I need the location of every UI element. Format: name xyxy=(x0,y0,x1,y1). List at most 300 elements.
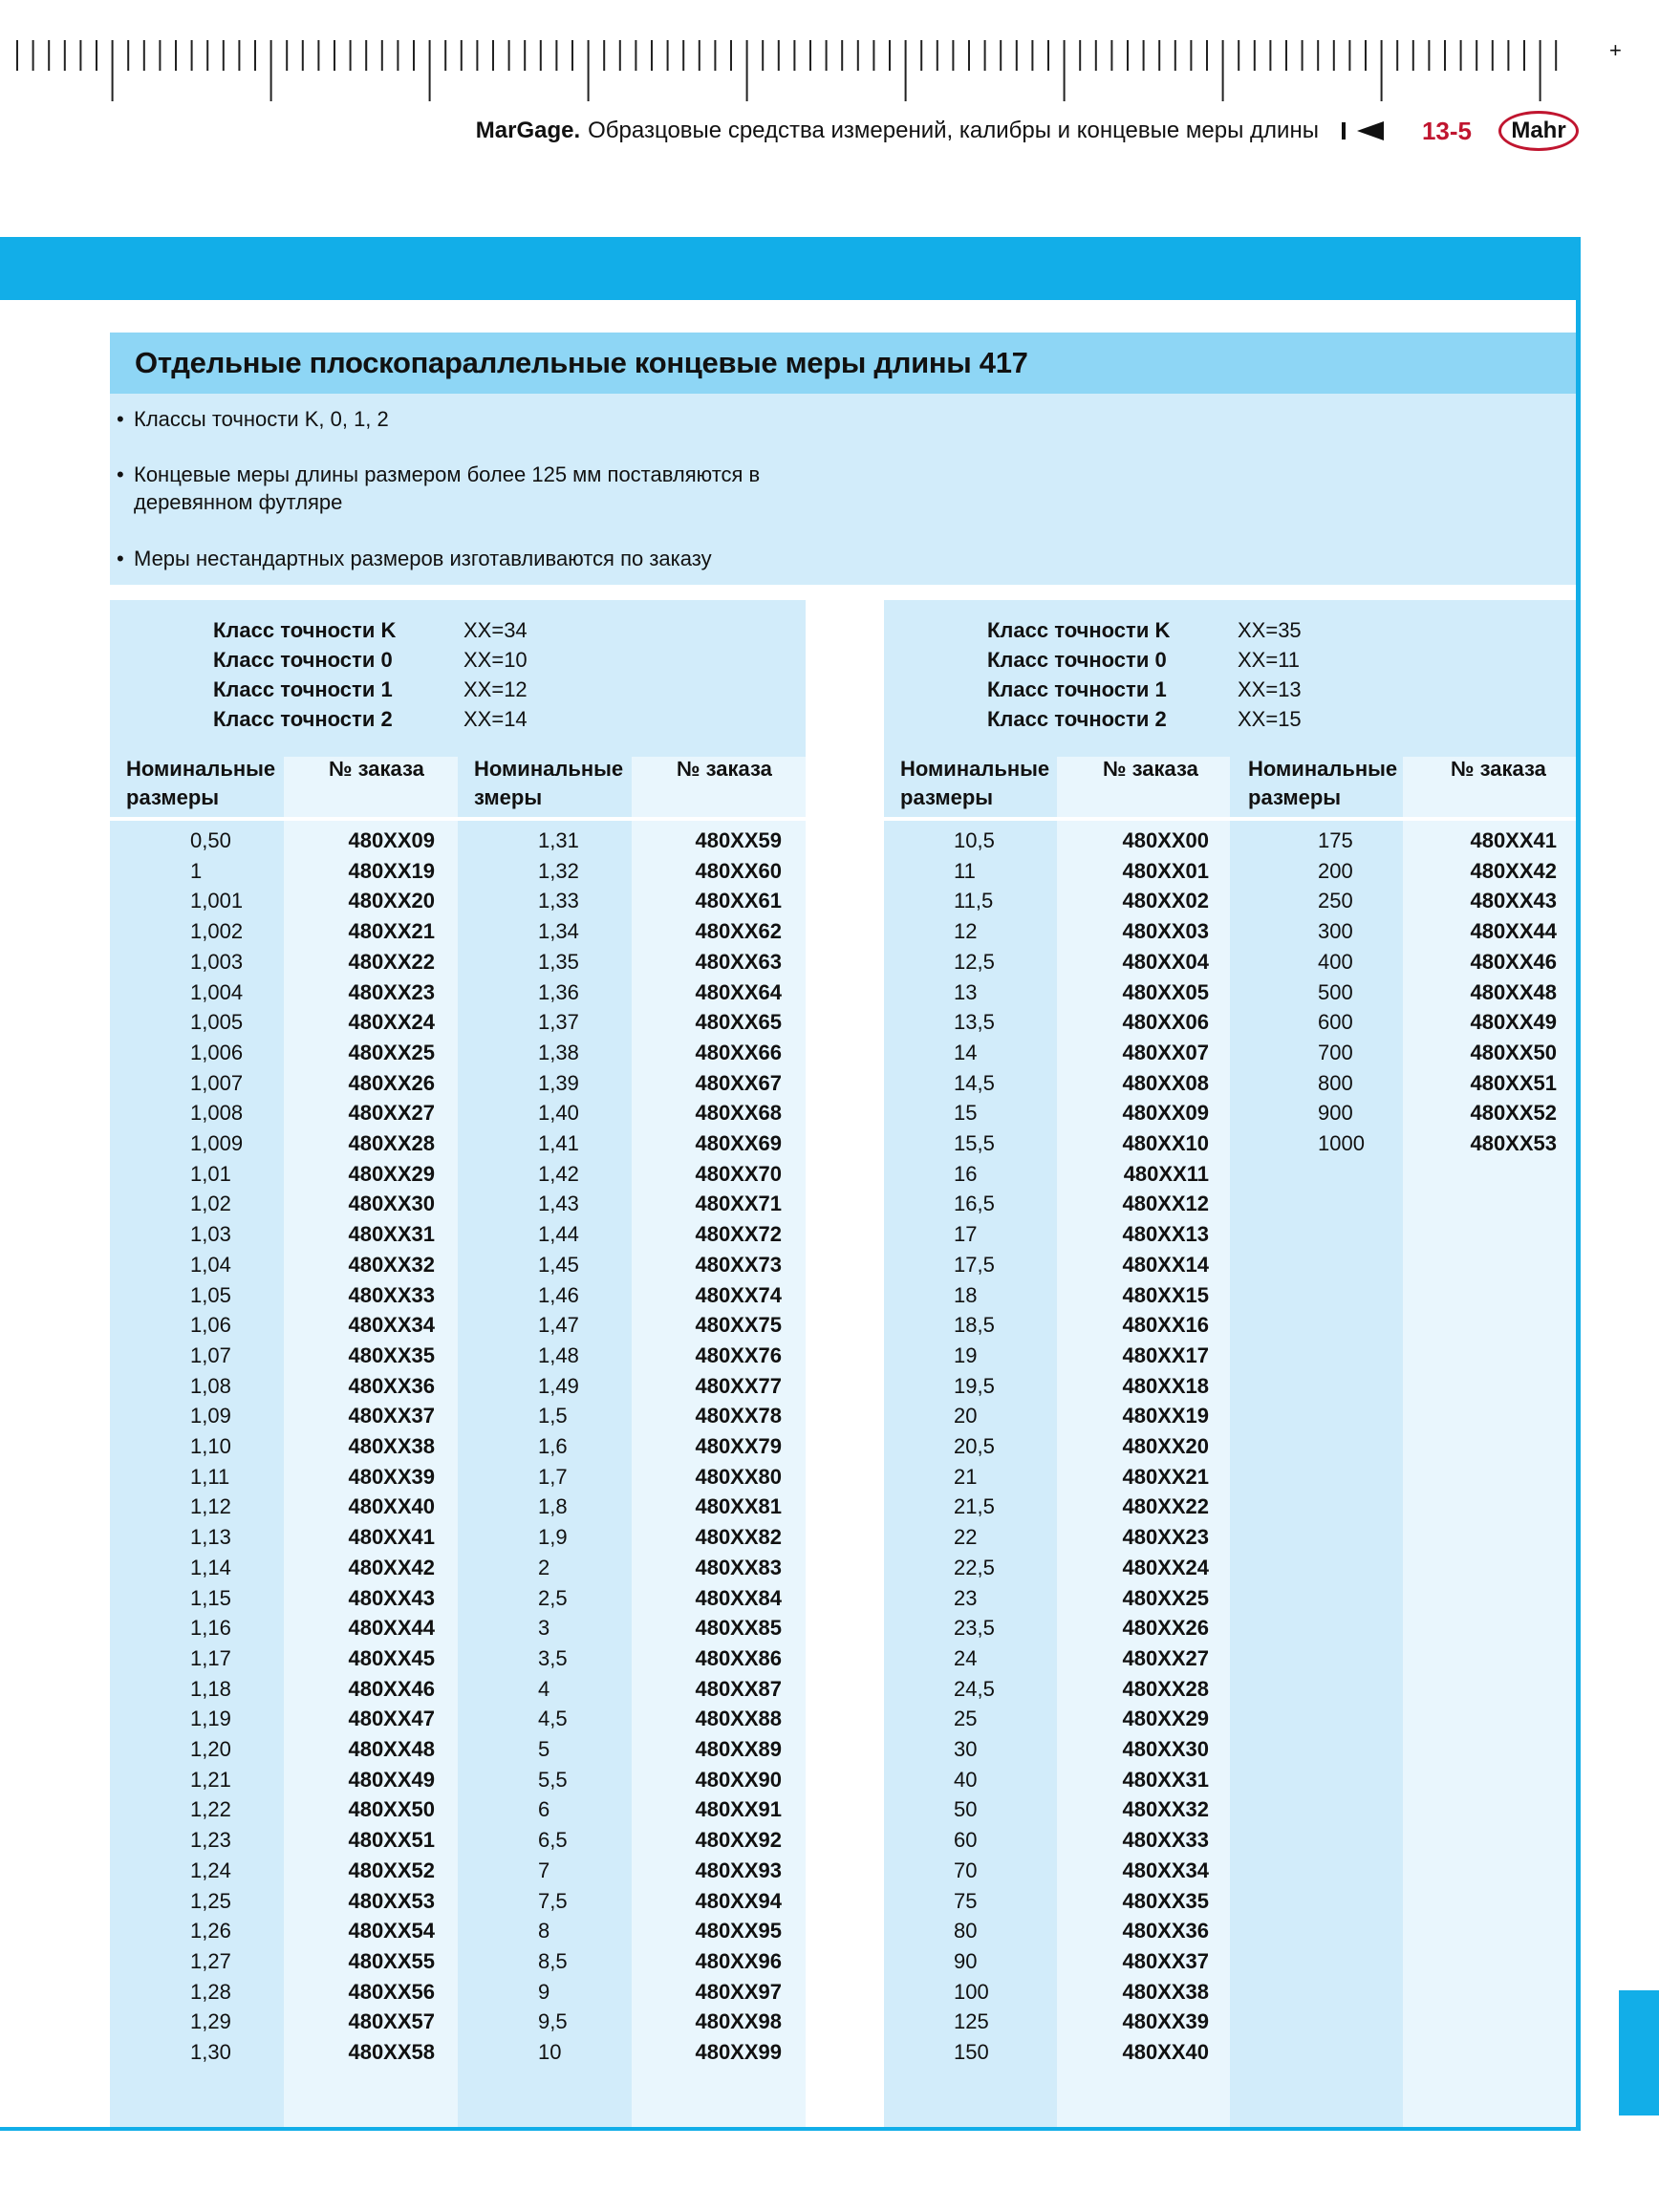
nominal-size: 40 xyxy=(954,1767,978,1792)
class-label: Класс точности 1 xyxy=(987,677,1167,701)
nominal-size: 1,18 xyxy=(190,1676,231,1701)
frame-border-bottom xyxy=(0,2127,1581,2131)
nominal-size: 1,42 xyxy=(538,1161,579,1186)
nominal-size: 1,43 xyxy=(538,1192,579,1216)
nominal-size: 80 xyxy=(954,1919,978,1944)
order-number: 480XX47 xyxy=(348,1707,435,1731)
nominal-size: 1,01 xyxy=(190,1161,231,1186)
nominal-size: 1,06 xyxy=(190,1313,231,1338)
header-text: Образцовые средства измерений, калибры и концевые меры длины xyxy=(588,118,1319,143)
order-number: 480XX29 xyxy=(1122,1707,1209,1731)
column-header-size: Номинальные змеры xyxy=(474,757,624,809)
chapter-side-tab xyxy=(1619,1990,1659,2115)
nominal-size: 1,7 xyxy=(538,1464,568,1489)
nominal-size: 1,9 xyxy=(538,1525,568,1550)
nominal-size: 11 xyxy=(954,858,976,883)
class-value: XX=34 xyxy=(463,618,528,642)
order-number: 480XX59 xyxy=(695,828,782,852)
order-number: 480XX21 xyxy=(1122,1464,1209,1489)
nominal-size: 175 xyxy=(1318,828,1353,852)
nominal-size: 1,04 xyxy=(190,1252,231,1277)
order-number: 480XX24 xyxy=(1122,1555,1209,1579)
order-number: 480XX46 xyxy=(1470,949,1557,974)
section-title-bar xyxy=(110,333,1576,394)
mahr-logo xyxy=(1498,111,1579,151)
order-number: 480XX21 xyxy=(348,919,435,944)
nominal-size: 9,5 xyxy=(538,2009,568,2034)
order-number: 480XX49 xyxy=(1470,1010,1557,1035)
nominal-size: 1,19 xyxy=(190,1707,231,1731)
order-number: 480XX43 xyxy=(348,1585,435,1610)
nominal-size: 1,20 xyxy=(190,1737,231,1761)
nominal-size: 1,14 xyxy=(190,1555,231,1579)
nominal-size: 500 xyxy=(1318,979,1353,1004)
nominal-size: 1,004 xyxy=(190,979,244,1004)
nominal-size: 1,13 xyxy=(190,1525,231,1550)
order-number: 480XX12 xyxy=(1122,1192,1209,1216)
brand-name: MarGage. xyxy=(475,118,581,143)
order-number: 480XX44 xyxy=(1470,919,1557,944)
order-number: 480XX06 xyxy=(1122,1010,1209,1035)
order-number: 480XX00 xyxy=(1122,828,1209,852)
nominal-size: 1,23 xyxy=(190,1828,231,1853)
order-number: 480XX58 xyxy=(348,2040,435,2064)
nominal-size: 125 xyxy=(954,2009,989,2034)
nominal-size: 150 xyxy=(954,2040,989,2064)
order-number: 480XX07 xyxy=(1122,1040,1209,1064)
nominal-size: 12,5 xyxy=(954,949,995,974)
ruler-scale xyxy=(0,0,1659,105)
order-number: 480XX50 xyxy=(348,1797,435,1822)
order-number: 480XX39 xyxy=(1122,2009,1209,2034)
order-number: 480XX26 xyxy=(348,1070,435,1095)
order-number: 480XX61 xyxy=(695,889,782,913)
order-number: 480XX45 xyxy=(348,1645,435,1670)
nominal-size: 1,30 xyxy=(190,2040,231,2064)
nominal-size: 23 xyxy=(954,1585,978,1610)
section-title: Отдельные плоскопараллельные концевые меры длины 417 xyxy=(135,346,1028,379)
nominal-size: 1,008 xyxy=(190,1101,244,1126)
order-number: 480XX78 xyxy=(695,1404,782,1428)
order-number: 480XX34 xyxy=(1122,1858,1209,1882)
nominal-size: 20 xyxy=(954,1404,978,1428)
class-value: XX=11 xyxy=(1238,648,1301,672)
nominal-size: 1,21 xyxy=(190,1767,231,1792)
nominal-size: 19,5 xyxy=(954,1373,995,1398)
nominal-size: 14,5 xyxy=(954,1070,995,1095)
nominal-size: 1,02 xyxy=(190,1192,231,1216)
nominal-size: 1,41 xyxy=(538,1131,579,1155)
nominal-size: 24 xyxy=(954,1645,978,1670)
order-number: 480XX76 xyxy=(695,1342,782,1367)
nominal-size: 1,03 xyxy=(190,1222,231,1247)
order-number: 480XX04 xyxy=(1122,949,1209,974)
order-number: 480XX32 xyxy=(1122,1797,1209,1822)
nominal-size: 1,29 xyxy=(190,2009,231,2034)
nominal-size: 1,27 xyxy=(190,1948,231,1973)
nominal-size: 1,8 xyxy=(538,1494,568,1519)
nominal-size: 200 xyxy=(1318,858,1353,883)
order-number: 480XX92 xyxy=(695,1828,782,1853)
nominal-size: 600 xyxy=(1318,1010,1353,1035)
order-number: 480XX93 xyxy=(695,1858,782,1882)
order-number: 480XX18 xyxy=(1122,1373,1209,1398)
nominal-size: 1,48 xyxy=(538,1342,579,1367)
order-number: 480XX20 xyxy=(348,889,435,913)
column-bg xyxy=(1230,757,1403,2127)
order-number: 480XX20 xyxy=(1122,1434,1209,1458)
nominal-size: 3 xyxy=(538,1616,550,1641)
nominal-size: 10,5 xyxy=(954,828,995,852)
order-number: 480XX99 xyxy=(695,2040,782,2064)
nominal-size: 25 xyxy=(954,1707,978,1731)
order-number: 480XX48 xyxy=(1470,979,1557,1004)
nominal-size: 1,006 xyxy=(190,1040,244,1064)
nominal-size: 1,007 xyxy=(190,1070,244,1095)
nominal-size: 1,32 xyxy=(538,858,579,883)
nominal-size: 18,5 xyxy=(954,1313,995,1338)
order-number: 480XX03 xyxy=(1122,919,1209,944)
order-number: 480XX52 xyxy=(1470,1101,1557,1126)
nominal-size: 15 xyxy=(954,1101,978,1126)
nominal-size: 900 xyxy=(1318,1101,1353,1126)
order-number: 480XX41 xyxy=(348,1525,435,1550)
nominal-size: 250 xyxy=(1318,889,1353,913)
nominal-size: 17 xyxy=(954,1222,978,1247)
nominal-size: 8,5 xyxy=(538,1948,568,1973)
order-number: 480XX19 xyxy=(1122,1404,1209,1428)
order-number: 480XX37 xyxy=(348,1404,435,1428)
nominal-size: 1,22 xyxy=(190,1797,231,1822)
order-number: 480XX02 xyxy=(1122,889,1209,913)
order-number: 480XX24 xyxy=(348,1010,435,1035)
order-number: 480XX57 xyxy=(348,2009,435,2034)
nominal-size: 4,5 xyxy=(538,1707,568,1731)
column-header-size: Номинальные размеры xyxy=(1248,757,1398,809)
header-divider xyxy=(884,817,1576,821)
class-label: Класс точности 0 xyxy=(987,648,1167,672)
page-number: 13-5 xyxy=(1421,116,1472,145)
back-arrow-icon[interactable] xyxy=(1342,119,1386,142)
order-number: 480XX41 xyxy=(1470,828,1557,852)
nominal-size: 300 xyxy=(1318,919,1353,944)
order-number: 480XX36 xyxy=(348,1373,435,1398)
column-header-size: Номинальные размеры xyxy=(900,757,1050,809)
order-number: 480XX35 xyxy=(1122,1888,1209,1913)
nominal-size: 1,40 xyxy=(538,1101,579,1126)
class-label: Класс точности K xyxy=(987,618,1171,642)
nominal-size: 70 xyxy=(954,1858,978,1882)
order-number: 480XX23 xyxy=(348,979,435,1004)
nominal-size: 14 xyxy=(954,1040,978,1064)
nominal-size: 1,16 xyxy=(190,1616,231,1641)
order-number: 480XX86 xyxy=(695,1645,782,1670)
nominal-size: 3,5 xyxy=(538,1645,568,1670)
class-label: Класс точности K xyxy=(213,618,397,642)
nominal-size: 22,5 xyxy=(954,1555,995,1579)
class-value: XX=13 xyxy=(1238,677,1302,701)
order-number: 480XX73 xyxy=(695,1252,782,1277)
order-number: 480XX22 xyxy=(1122,1494,1209,1519)
nominal-size: 1,46 xyxy=(538,1282,579,1307)
order-number: 480XX23 xyxy=(1122,1525,1209,1550)
order-number: 480XX96 xyxy=(695,1948,782,1973)
class-label: Класс точности 1 xyxy=(213,677,393,701)
order-number: 480XX11 xyxy=(1123,1161,1209,1186)
order-number: 480XX44 xyxy=(348,1616,435,1641)
order-number: 480XX53 xyxy=(348,1888,435,1913)
order-number: 480XX19 xyxy=(348,858,435,883)
nominal-size: 1,08 xyxy=(190,1373,231,1398)
nominal-size: 15,5 xyxy=(954,1131,995,1155)
nominal-size: 2 xyxy=(538,1555,550,1579)
order-number: 480XX08 xyxy=(1122,1070,1209,1095)
order-number: 480XX51 xyxy=(1470,1070,1557,1095)
order-number: 480XX42 xyxy=(1470,858,1557,883)
order-number: 480XX74 xyxy=(695,1282,782,1307)
column-header-order: № заказа xyxy=(677,757,772,781)
class-value: XX=10 xyxy=(463,648,528,672)
order-number: 480XX13 xyxy=(1122,1222,1209,1247)
nominal-size: 1,005 xyxy=(190,1010,244,1035)
nominal-size: 1,38 xyxy=(538,1040,579,1064)
order-number: 480XX27 xyxy=(1122,1645,1209,1670)
nominal-size: 10 xyxy=(538,2040,562,2064)
nominal-size: 400 xyxy=(1318,949,1353,974)
order-number: 480XX62 xyxy=(695,919,782,944)
order-number: 480XX01 xyxy=(1122,858,1209,883)
order-number: 480XX37 xyxy=(1122,1948,1209,1973)
order-number: 480XX54 xyxy=(348,1919,435,1944)
nominal-size: 5,5 xyxy=(538,1767,568,1792)
column-header-order: № заказа xyxy=(1451,757,1546,781)
nominal-size: 21,5 xyxy=(954,1494,995,1519)
nominal-size: 75 xyxy=(954,1888,978,1913)
column-header-size: Номинальные размеры xyxy=(126,757,276,809)
order-number: 480XX28 xyxy=(348,1131,435,1155)
order-number: 480XX32 xyxy=(348,1252,435,1277)
nominal-size: 24,5 xyxy=(954,1676,995,1701)
nominal-size: 6,5 xyxy=(538,1828,568,1853)
order-number: 480XX42 xyxy=(348,1555,435,1579)
nominal-size: 21 xyxy=(954,1464,978,1489)
order-number: 480XX81 xyxy=(695,1494,782,1519)
nominal-size: 1,26 xyxy=(190,1919,231,1944)
nominal-size: 1,24 xyxy=(190,1858,231,1882)
column-header-order: № заказа xyxy=(1103,757,1198,781)
order-number: 480XX68 xyxy=(695,1101,782,1126)
nominal-size: 23,5 xyxy=(954,1616,995,1641)
order-number: 480XX17 xyxy=(1122,1342,1209,1367)
feature-text: Концевые меры длины размером более 125 мм поставляются в деревянном футляре xyxy=(134,462,761,514)
nominal-size: 18 xyxy=(954,1282,978,1307)
order-number: 480XX25 xyxy=(1122,1585,1209,1610)
column-header-order: № заказа xyxy=(329,757,424,781)
order-number: 480XX27 xyxy=(348,1101,435,1126)
order-number: 480XX30 xyxy=(348,1192,435,1216)
nominal-size: 1,37 xyxy=(538,1010,579,1035)
nominal-size: 1,49 xyxy=(538,1373,579,1398)
nominal-size: 13 xyxy=(954,979,978,1004)
nominal-size: 100 xyxy=(954,1979,989,2004)
nominal-size: 1,47 xyxy=(538,1313,579,1338)
order-number: 480XX40 xyxy=(1122,2040,1209,2064)
order-number: 480XX88 xyxy=(695,1707,782,1731)
nominal-size: 11,5 xyxy=(954,889,994,913)
nominal-size: 1,44 xyxy=(538,1222,579,1247)
order-number: 480XX31 xyxy=(1122,1767,1209,1792)
nominal-size: 22 xyxy=(954,1525,978,1550)
order-number: 480XX98 xyxy=(695,2009,782,2034)
order-number: 480XX46 xyxy=(348,1676,435,1701)
order-number: 480XX71 xyxy=(695,1192,782,1216)
nominal-size: 8 xyxy=(538,1919,550,1944)
nominal-size: 1,5 xyxy=(538,1404,568,1428)
order-number: 480XX94 xyxy=(695,1888,782,1913)
nominal-size: 1,6 xyxy=(538,1434,568,1458)
nominal-size: 0,50 xyxy=(190,828,231,852)
nominal-size: 50 xyxy=(954,1797,978,1822)
nominal-size: 20,5 xyxy=(954,1434,995,1458)
class-value: XX=14 xyxy=(463,707,528,731)
order-number: 480XX40 xyxy=(348,1494,435,1519)
order-number: 480XX82 xyxy=(695,1525,782,1550)
order-number: 480XX87 xyxy=(695,1676,782,1701)
nominal-size: 1,45 xyxy=(538,1252,579,1277)
nominal-size: 1,33 xyxy=(538,889,579,913)
order-number: 480XX91 xyxy=(695,1797,782,1822)
order-number: 480XX14 xyxy=(1122,1252,1209,1277)
order-number: 480XX51 xyxy=(348,1828,435,1853)
nominal-size: 1,28 xyxy=(190,1979,231,2004)
order-number: 480XX35 xyxy=(348,1342,435,1367)
order-number: 480XX97 xyxy=(695,1979,782,2004)
order-number: 480XX48 xyxy=(348,1737,435,1761)
order-number: 480XX85 xyxy=(695,1616,782,1641)
header-divider xyxy=(110,817,806,821)
order-number: 480XX50 xyxy=(1470,1040,1557,1064)
nominal-size: 700 xyxy=(1318,1040,1353,1064)
order-number: 480XX38 xyxy=(1122,1979,1209,2004)
order-number: 480XX75 xyxy=(695,1313,782,1338)
order-number: 480XX65 xyxy=(695,1010,782,1035)
nominal-size: 1,009 xyxy=(190,1131,244,1155)
nominal-size: 6 xyxy=(538,1797,550,1822)
nominal-size: 1,003 xyxy=(190,949,244,974)
nominal-size: 5 xyxy=(538,1737,550,1761)
order-number: 480XX22 xyxy=(348,949,435,974)
order-number: 480XX29 xyxy=(348,1161,435,1186)
order-number: 480XX55 xyxy=(348,1948,435,1973)
nominal-size: 16,5 xyxy=(954,1192,995,1216)
order-number: 480XX52 xyxy=(348,1858,435,1882)
class-value: XX=15 xyxy=(1238,707,1302,731)
order-number: 480XX79 xyxy=(695,1434,782,1458)
nominal-size: 16 xyxy=(954,1161,978,1186)
nominal-size: 17,5 xyxy=(954,1252,995,1277)
feature-text: Меры нестандартных размеров изготавливаются по заказу xyxy=(134,547,712,570)
order-number: 480XX31 xyxy=(348,1222,435,1247)
class-label: Класс точности 0 xyxy=(213,648,393,672)
order-number: 480XX16 xyxy=(1122,1313,1209,1338)
order-number: 480XX80 xyxy=(695,1464,782,1489)
nominal-size: 1,31 xyxy=(538,828,579,852)
logo-text: Mahr xyxy=(1511,118,1566,143)
order-number: 480XX95 xyxy=(695,1919,782,1944)
order-number: 480XX72 xyxy=(695,1222,782,1247)
order-number: 480XX26 xyxy=(1122,1616,1209,1641)
order-number: 480XX77 xyxy=(695,1373,782,1398)
order-number: 480XX28 xyxy=(1122,1676,1209,1701)
nominal-size: 7,5 xyxy=(538,1888,568,1913)
nominal-size: 1,34 xyxy=(538,919,579,944)
order-number: 480XX56 xyxy=(348,1979,435,2004)
corner-mark: + xyxy=(1609,38,1622,62)
nominal-size: 1,12 xyxy=(190,1494,231,1519)
nominal-size: 1,39 xyxy=(538,1070,579,1095)
order-number: 480XX38 xyxy=(348,1434,435,1458)
class-value: XX=12 xyxy=(463,677,528,701)
nominal-size: 1,002 xyxy=(190,919,244,944)
order-number: 480XX64 xyxy=(695,979,782,1004)
nominal-size: 1,001 xyxy=(190,889,244,913)
order-number: 480XX43 xyxy=(1470,889,1557,913)
order-number: 480XX09 xyxy=(348,828,435,852)
order-number: 480XX36 xyxy=(1122,1919,1209,1944)
order-number: 480XX60 xyxy=(695,858,782,883)
order-number: 480XX89 xyxy=(695,1737,782,1761)
order-number: 480XX67 xyxy=(695,1070,782,1095)
nominal-size: 1,07 xyxy=(190,1342,231,1367)
feature-text: Классы точности K, 0, 1, 2 xyxy=(134,407,389,431)
order-number: 480XX63 xyxy=(695,949,782,974)
nominal-size: 7 xyxy=(538,1858,550,1882)
order-number: 480XX39 xyxy=(348,1464,435,1489)
section-band xyxy=(0,237,1581,300)
order-number: 480XX09 xyxy=(1122,1101,1209,1126)
class-label: Класс точности 2 xyxy=(213,707,393,731)
nominal-size: 2,5 xyxy=(538,1585,568,1610)
nominal-size: 1,05 xyxy=(190,1282,231,1307)
order-number: 480XX33 xyxy=(1122,1828,1209,1853)
nominal-size: 19 xyxy=(954,1342,978,1367)
order-number: 480XX69 xyxy=(695,1131,782,1155)
order-number: 480XX83 xyxy=(695,1555,782,1579)
order-number: 480XX33 xyxy=(348,1282,435,1307)
nominal-size: 1000 xyxy=(1318,1131,1365,1155)
order-number: 480XX53 xyxy=(1470,1131,1557,1155)
order-number: 480XX05 xyxy=(1122,979,1209,1004)
order-number: 480XX34 xyxy=(348,1313,435,1338)
nominal-size: 30 xyxy=(954,1737,978,1761)
nominal-size: 9 xyxy=(538,1979,550,2004)
nominal-size: 1,09 xyxy=(190,1404,231,1428)
order-number: 480XX49 xyxy=(348,1767,435,1792)
class-label: Класс точности 2 xyxy=(987,707,1167,731)
order-number: 480XX66 xyxy=(695,1040,782,1064)
nominal-size: 1,15 xyxy=(190,1585,231,1610)
running-header xyxy=(476,111,1579,151)
nominal-size: 90 xyxy=(954,1948,978,1973)
nominal-size: 800 xyxy=(1318,1070,1353,1095)
order-number: 480XX90 xyxy=(695,1767,782,1792)
order-number: 480XX30 xyxy=(1122,1737,1209,1761)
order-number: 480XX15 xyxy=(1122,1282,1209,1307)
nominal-size: 1,11 xyxy=(190,1464,230,1489)
nominal-size: 1,17 xyxy=(190,1645,231,1670)
order-number: 480XX70 xyxy=(695,1161,782,1186)
order-number: 480XX10 xyxy=(1122,1131,1209,1155)
